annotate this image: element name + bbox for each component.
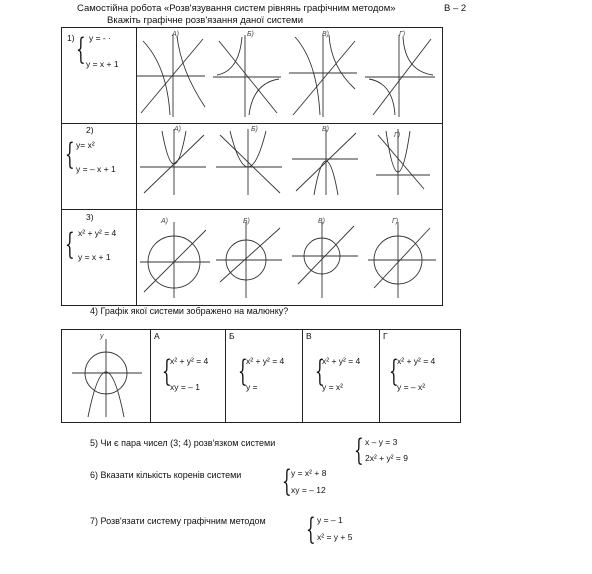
table-divider <box>225 330 226 422</box>
row3-graphs <box>140 218 440 298</box>
row3-option-a: А) <box>161 218 168 225</box>
row1-option-d: Г) <box>399 31 406 38</box>
q4-option-c-eq2: y = x² <box>322 382 344 392</box>
table-divider <box>150 330 151 422</box>
row1-option-a: А) <box>172 31 179 38</box>
table-row-divider <box>62 209 442 210</box>
graph-d <box>365 35 435 117</box>
q7-eq1: y = – 1 <box>317 515 343 525</box>
row2-option-c: В) <box>322 126 329 133</box>
row2-option-b: Б) <box>251 126 258 133</box>
row1-option-c: В) <box>322 31 329 38</box>
row2-option-a: А) <box>174 126 181 133</box>
page-title: Самостійна робота «Розв'язування систем рівнянь графічним методом» <box>77 3 396 14</box>
row3-number: 3) <box>86 212 94 222</box>
graph-d <box>376 129 430 195</box>
graph-c <box>289 35 357 117</box>
row2-option-d: Г) <box>394 132 401 139</box>
q5-eq1: x – y = 3 <box>365 437 398 447</box>
q4-option-d-eq1: x² + y² = 4 <box>397 356 436 366</box>
brace-icon: { <box>238 354 248 389</box>
brace-icon: { <box>389 354 399 389</box>
q4-option-b-eq2: y = <box>246 382 258 392</box>
q6-eq1: y = x² + 8 <box>291 468 327 478</box>
q7-eq2: x² = y + 5 <box>317 532 353 542</box>
graph-b <box>216 222 282 298</box>
graph-a <box>140 222 210 298</box>
row1-eq2: y = x + 1 <box>86 59 119 69</box>
q4-option-c-letter: В <box>306 331 312 341</box>
brace-icon: { <box>162 354 172 389</box>
brace-icon: { <box>315 354 325 389</box>
graph-c <box>292 129 358 195</box>
variant-label: В – 2 <box>444 3 467 14</box>
q4-option-b-eq1: x² + y² = 4 <box>246 356 285 366</box>
graph-a <box>140 129 206 195</box>
graph-b <box>213 35 281 117</box>
row1-graphs <box>137 31 437 119</box>
row3-option-c: В) <box>318 218 325 225</box>
question-5-text: 5) Чи є пара чисел (3; 4) розв'язком системи <box>90 438 276 448</box>
q4-option-a-eq1: x² + y² = 4 <box>170 356 209 366</box>
brace-icon: { <box>354 433 364 468</box>
q6-eq2: xy = – 12 <box>291 485 326 495</box>
row3-option-b: Б) <box>243 218 250 225</box>
table-row-divider <box>62 123 442 124</box>
q4-option-c-eq1: x² + y² = 4 <box>322 356 361 366</box>
table-divider <box>379 330 380 422</box>
question-7-text: 7) Розв'язати систему графічним методом <box>90 516 266 526</box>
q4-option-d-letter: Г <box>383 331 388 341</box>
graph-d <box>368 222 436 298</box>
q4-option-b-letter: Б <box>229 331 235 341</box>
q5-eq2: 2x² + y² = 9 <box>365 453 408 463</box>
q4-option-a-letter: А <box>154 331 160 341</box>
brace-icon: { <box>76 32 86 67</box>
question-6-text: 6) Вказати кількість коренів системи <box>90 470 242 480</box>
instruction-text: Вкажіть графічне розв'язання даної системи <box>107 15 304 26</box>
q4-plot-axis-label: y <box>100 333 104 340</box>
row3-eq2: y = x + 1 <box>78 252 111 262</box>
graph-c <box>292 222 358 298</box>
brace-icon: { <box>306 512 316 547</box>
row1-eq1: y = - · <box>89 33 111 43</box>
row1-number: 1) <box>67 33 75 43</box>
q4-plot <box>64 333 148 419</box>
row1-option-b: Б) <box>247 31 254 38</box>
graph-a <box>137 35 205 117</box>
brace-icon: { <box>65 137 75 172</box>
row3-option-d: Г) <box>392 218 399 225</box>
q4-option-d-eq2: y = – x² <box>397 382 426 392</box>
row3-eq1: x² + y² = 4 <box>78 228 117 238</box>
graph-b <box>216 129 282 195</box>
question-4-text: 4) Графік якої системи зображено на малюнку? <box>90 306 289 316</box>
row2-number: 2) <box>86 125 94 135</box>
table-divider <box>302 330 303 422</box>
q4-option-a-eq2: xy = – 1 <box>170 382 201 392</box>
brace-icon: { <box>65 227 75 262</box>
row2-eq2: y = – x + 1 <box>76 164 116 174</box>
row2-eq1: y= x² <box>76 140 95 150</box>
brace-icon: { <box>282 464 292 499</box>
